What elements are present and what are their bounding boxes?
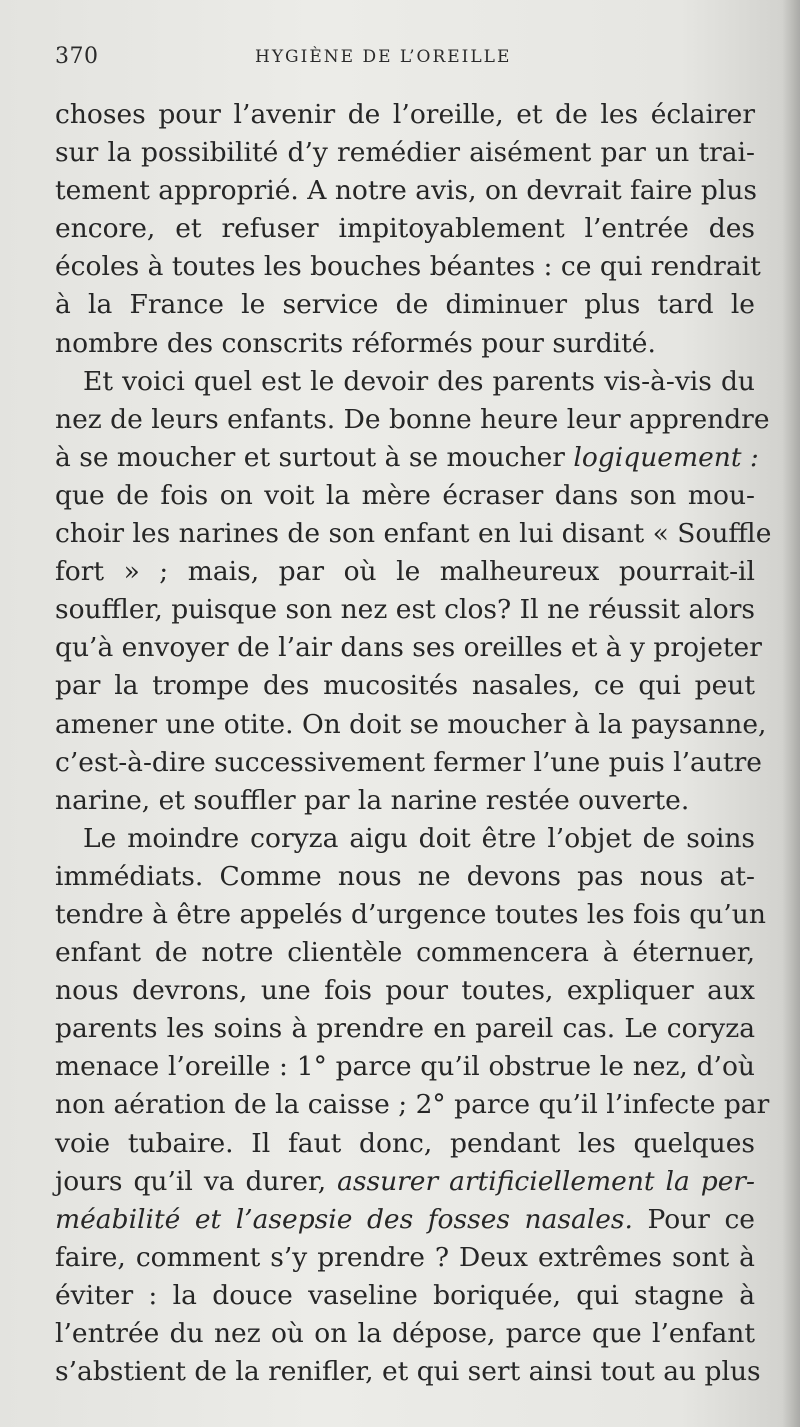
page-edge-shadow (782, 0, 800, 1427)
text-line: tement approprié. A notre avis, on devrait faire plus (55, 175, 758, 207)
text-line: s’abstient de la renifler, et qui sert ainsi tout au plus (55, 1356, 761, 1388)
text-line: amener une otite. On doit se moucher à la paysanne, (55, 708, 767, 740)
text-line: narine, et souffler par la narine restée ouverte. (55, 784, 690, 816)
text-line: c’est-à-dire successivement fermer l’une puis l’autre (55, 746, 762, 778)
text-line: enfant de notre clientèle commencera à éternuer, (55, 937, 755, 969)
text-line: écoles à toutes les bouches béantes : ce qui rendrait (55, 251, 761, 283)
text-line: Le moindre coryza aigu doit être l’objet de soins (83, 822, 755, 854)
text-line: l’entrée du nez où on la dépose, parce que l’enfant (55, 1318, 755, 1349)
running-title: HYGIÈNE DE L’OREILLE (255, 47, 512, 67)
text-line (55, 1163, 755, 1201)
text-line: sur la possibilité d’y remédier aisément par un trai- (55, 137, 755, 169)
text-line: par la trompe des mucosités nasales, ce qui peut (55, 670, 755, 702)
text-line: que de fois on voit la mère écraser dans son mou- (55, 479, 755, 511)
text-line: Et voici quel est le devoir des parents vis-à-vis du (83, 365, 755, 397)
italic-segment: logiquement : (573, 441, 759, 473)
text-line: fort » ; mais, par où le malheureux pourrait-il (55, 556, 755, 588)
text-line: faire, comment s’y prendre ? Deux extrêmes sont à (55, 1241, 755, 1273)
text-line: parents les soins à prendre en pareil cas. Le coryza (55, 1013, 755, 1045)
text-line: choir les narines de son enfant en lui disant « Souffle (55, 518, 772, 550)
text-segment: Pour ce (632, 1203, 755, 1235)
text-line: choses pour l’avenir de l’oreille, et de les éclairer (55, 99, 755, 130)
italic-segment: méabilité et l’asepsie des fosses nasales. (55, 1203, 633, 1235)
text-line: souffler, puisque son nez est clos? Il ne réussit alors (55, 594, 755, 626)
text-line: à la France le service de diminuer plus tard le (55, 289, 755, 321)
text-line: tendre à être appelés d’urgence toutes les fois qu’un (55, 898, 766, 930)
text-line: nombre des conscrits réformés pour surdité. (55, 327, 656, 359)
text-line: non aération de la caisse ; 2° parce qu’il l’infecte par (55, 1089, 770, 1121)
text-line: menace l’oreille : 1° parce qu’il obstrue le nez, d’où (55, 1051, 755, 1083)
text-line: nous devrons, une fois pour toutes, expliquer aux (55, 975, 755, 1007)
text-segment: à se moucher et surtout à se moucher (55, 441, 574, 473)
text-line: nez de leurs enfants. De bonne heure leur apprendre (55, 403, 770, 435)
page-header (55, 44, 756, 76)
text-line (55, 439, 759, 477)
text-line: éviter : la douce vaseline boriquée, qui stagne à (55, 1279, 755, 1311)
text-line: voie tubaire. Il faut donc, pendant les quelques (55, 1127, 755, 1159)
text-line: encore, et refuser impitoyablement l’entrée des (55, 213, 755, 245)
text-line: qu’à envoyer de l’air dans ses oreilles et à y projeter (55, 632, 762, 664)
body-text (55, 96, 772, 1391)
text-segment: jours qu’il va durer, (55, 1165, 338, 1197)
text-line: immédiats. Comme nous ne devons pas nous at- (55, 860, 755, 892)
page-number: 370 (55, 44, 99, 69)
italic-segment: assurer artificiellement la per- (337, 1165, 756, 1197)
text-line (55, 1201, 755, 1239)
